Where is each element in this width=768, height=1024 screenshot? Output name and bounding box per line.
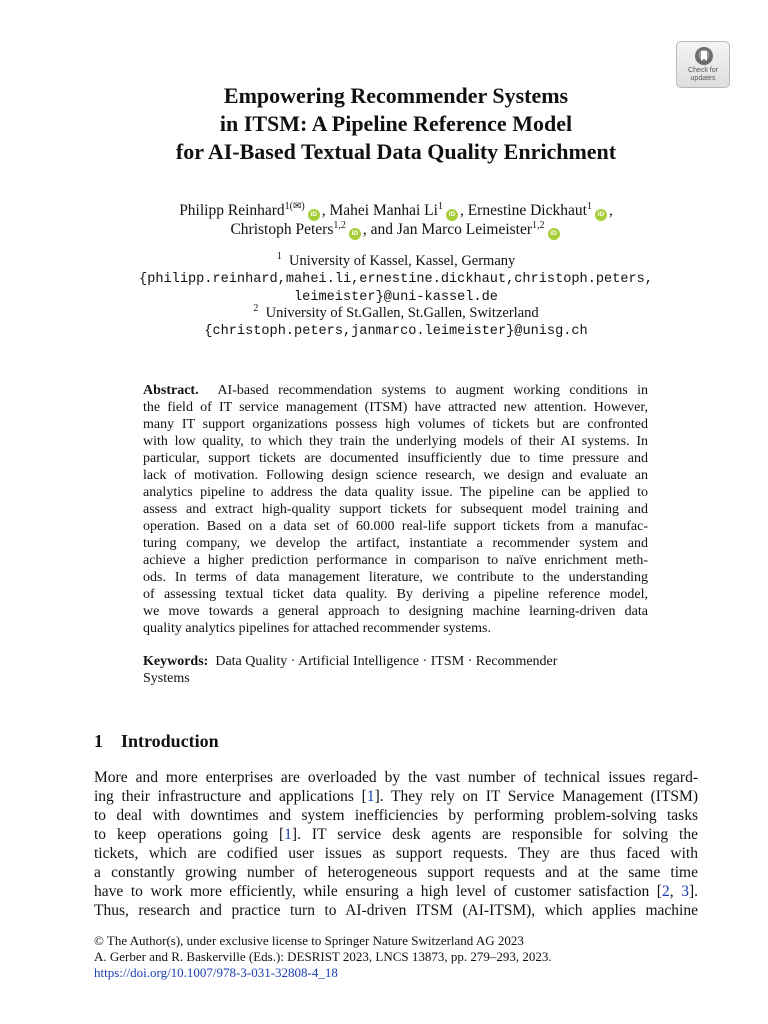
section-number: 1 (94, 731, 103, 751)
abstract-line: lack of motivation. Following design science research, we design and evaluate an (143, 468, 648, 483)
body-line: ing their infrastructure and applications [1]. They rely on IT Service Management (ITSM) (94, 788, 698, 805)
abstract-line: we move towards a general approach to designing machine learning-driven data (143, 604, 648, 619)
abstract-line: with low quality, to which they train the underlying models of their AI systems. In (143, 434, 648, 449)
bookmark-icon (694, 46, 714, 66)
abstract-line: the field of IT service management (ITSM) have attracted new attention. However, (143, 400, 648, 415)
author-name: Christoph Peters (230, 221, 334, 238)
affiliation-1-email-line-1[interactable]: {philipp.reinhard,mahei.li,ernestine.dickhaut,christoph.peters, (139, 272, 653, 287)
author-name: Mahei Manhai Li (329, 202, 438, 219)
author-name: Philipp Reinhard (179, 202, 285, 219)
affiliation-1-email-line-2[interactable]: leimeister}@uni-kassel.de (294, 290, 498, 305)
check-for-updates-badge[interactable] (676, 41, 730, 88)
keywords-line: Keywords: Data Quality · Artificial Intelligence · ITSM · Recommender (143, 654, 558, 669)
author-affiliation: 1(✉) (284, 201, 305, 212)
abstract-line: quality analytics pipelines for attached recommender systems. (143, 621, 491, 636)
author-line-1: Philipp Reinhard$^{1(✉)}$iD , Mahei Manhai Li$^1$iD , Ernestine Dickhaut$^1$iD , (179, 201, 613, 219)
author-affiliation: 1,2 (333, 220, 346, 231)
citation-info: A. Gerber and R. Baskerville (Eds.): DESRIST 2023, LNCS 13873, pp. 279–293, 2023. (94, 949, 552, 964)
abstract-line: ods. In terms of data management literature, we contribute to the understanding (143, 570, 648, 585)
author-name: Ernestine Dickhaut (467, 202, 587, 219)
abstract-line: achieve a higher prediction performance in comparison to naïve enrichment meth- (143, 553, 648, 568)
abstract-line: of assessing textual ticket data quality. By deriving a pipeline reference model, (143, 587, 648, 602)
author-affiliation: 1,2 (532, 220, 545, 231)
affiliation-1: $^1$ University of Kassel, Kassel, Germany (276, 251, 516, 269)
orcid-icon[interactable]: iD (308, 209, 320, 221)
abstract-line: particular, support tickets are documented insufficiently due to time pressure and (143, 451, 648, 466)
orcid-icon[interactable]: iD (548, 228, 560, 240)
badge-label: Check for updates (688, 67, 718, 82)
abstract-line: many IT support organizations possess high volumes of tickets but are confronted (143, 417, 648, 432)
affiliation-2: $^2$ University of St.Gallen, St.Gallen, Switzerland (253, 303, 539, 321)
body-line: to keep operations going [1]. IT service desk agents are responsible for solving the (94, 826, 698, 843)
author-name: Jan Marco Leimeister (396, 221, 533, 238)
body-line: Thus, research and practice turn to AI-driven ITSM (AI-ITSM), which applies machine (94, 902, 698, 919)
author-affiliation: 1 (586, 201, 592, 212)
body-line: More and more enterprises are overloaded by the vast number of technical issues regard- (94, 769, 698, 786)
keywords-label: Keywords: (143, 654, 209, 669)
section-title: Introduction (121, 731, 219, 751)
orcid-icon[interactable]: iD (349, 228, 361, 240)
author-line-2: Christoph Peters$^{1,2}$iD , and Jan Marco Leimeister$^{1,2}$iD (60, 220, 732, 240)
body-line: a constantly growing number of heterogeneous support requests and at the same time (94, 864, 698, 881)
orcid-icon[interactable]: iD (595, 209, 607, 221)
body-line: have to work more efficiently, while ensuring a high level of customer satisfaction [2, 3]. (94, 883, 698, 900)
keywords-line: Systems (143, 671, 190, 686)
body-line: tickets, which are codified user issues as support requests. They are thus faced with (94, 845, 698, 862)
citation-link[interactable]: 3 (681, 883, 689, 900)
paper-title-line-2: in ITSM: A Pipeline Reference Model (219, 111, 573, 136)
doi-link[interactable]: https://doi.org/10.1007/978-3-031-32808-4_18 (94, 965, 338, 980)
paper-title-line-3: for AI-Based Textual Data Quality Enrichment (175, 139, 617, 164)
paper-title-line-1: Empowering Recommender Systems (223, 83, 569, 108)
author-affiliation: 1 (437, 201, 443, 212)
citation-link[interactable]: 1 (366, 788, 375, 805)
citation-link[interactable]: 1 (284, 826, 292, 843)
abstract-line: assess and extract high-quality support tickets for subsequent model training and (143, 502, 648, 517)
abstract-line: turing company, we develop the artifact, instantiate a recommender system and (143, 536, 648, 551)
orcid-icon[interactable]: iD (446, 209, 458, 221)
abstract-line: operation. Based on a data set of 60.000 real-life support tickets from a manufac- (143, 519, 648, 534)
affiliation-2-email[interactable]: {christoph.peters,janmarco.leimeister}@unisg.ch (204, 324, 588, 339)
citation-link[interactable]: 2 (661, 883, 670, 900)
section-heading (94, 730, 219, 752)
abstract-label: Abstract. (143, 383, 199, 398)
abstract-line: analytics pipeline to address the data quality issue. The pipeline can be applied to (143, 485, 648, 500)
copyright-notice: © The Author(s), under exclusive license to Springer Nature Switzerland AG 2023 (94, 933, 524, 948)
body-line: to deal with downtimes and system inefficiencies by performing problem-solving tasks (94, 807, 698, 824)
abstract-line: Abstract. AI-based recommendation systems to augment working conditions in (143, 383, 648, 398)
